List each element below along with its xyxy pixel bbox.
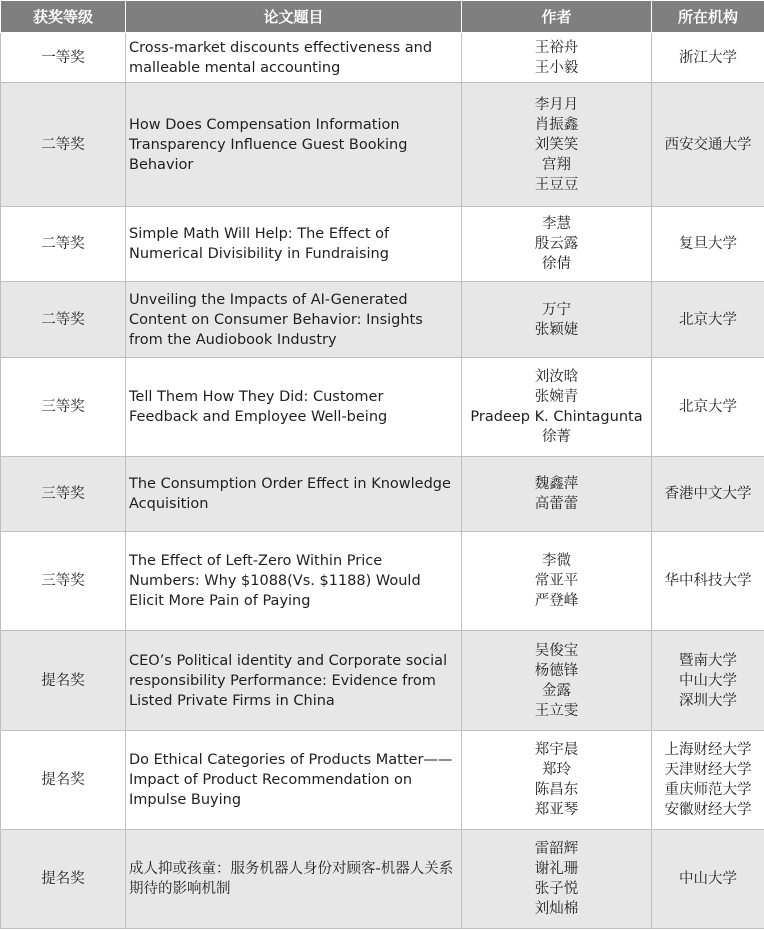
author-name: 刘灿棉 — [534, 901, 579, 917]
author-name: 刘汝晗 — [534, 369, 579, 385]
paper-title-cell: Cross-market discounts effectiveness and malleable mental accounting — [126, 33, 462, 83]
author-name: 杨德锋 — [534, 662, 579, 679]
institution-name: 中山大学 — [679, 672, 737, 689]
table-row — [1, 358, 764, 457]
author-name: 张颖婕 — [534, 321, 579, 338]
author-name: 徐倩 — [542, 256, 571, 272]
authors-cell — [462, 358, 652, 457]
institution-cell — [652, 83, 764, 207]
author-name: 谢礼珊 — [534, 861, 579, 877]
header-row — [1, 1, 764, 33]
author-name: 吴俊宝 — [534, 642, 579, 659]
table-row — [1, 207, 764, 282]
institution-name: 华中科技大学 — [664, 573, 752, 589]
author-name: 肖振鑫 — [534, 116, 579, 133]
author-name: 殷云露 — [534, 236, 579, 252]
institution-name: 北京大学 — [679, 399, 737, 415]
paper-title-cell: 成人抑或孩童：服务机器人身份对顾客-机器人关系期待的影响机制 — [126, 830, 462, 929]
table-row — [1, 532, 764, 631]
table-row — [1, 731, 764, 830]
institution-cell — [652, 731, 764, 830]
table-row — [1, 83, 764, 207]
author-name: 金露 — [542, 682, 571, 699]
author-name: 郑宇晨 — [534, 742, 579, 758]
institution-cell — [652, 457, 764, 532]
award-level-cell: 二等奖 — [1, 207, 126, 282]
authors-cell — [462, 631, 652, 731]
author-name: 高蕾蕾 — [534, 496, 579, 512]
award-level-cell: 三等奖 — [1, 532, 126, 631]
author-name: 严登峰 — [534, 593, 579, 609]
table-row — [1, 830, 764, 929]
institution-name: 香港中文大学 — [664, 486, 752, 502]
institution-name: 重庆师范大学 — [664, 782, 752, 798]
institution-name: 西安交通大学 — [664, 136, 752, 153]
author-name: 万宁 — [542, 301, 571, 318]
institution-name: 上海财经大学 — [664, 742, 752, 758]
institution-cell — [652, 532, 764, 631]
institution-name: 中山大学 — [679, 871, 737, 887]
authors-cell — [462, 457, 652, 532]
institution-name: 北京大学 — [679, 311, 737, 328]
author-name: 徐菁 — [542, 429, 571, 445]
paper-title-cell: Unveiling the Impacts of AI-Generated Content on Consumer Behavior: Insights from the Audiobook Industry — [126, 282, 462, 358]
institution-name: 天津财经大学 — [664, 762, 752, 778]
author-name: 郑亚琴 — [534, 802, 579, 818]
authors-cell — [462, 731, 652, 830]
author-name: 张婉青 — [534, 389, 579, 405]
author-name: 李微 — [542, 553, 571, 569]
author-name: 王立雯 — [534, 702, 579, 719]
institution-cell — [652, 358, 764, 457]
author-name: 雷韶辉 — [534, 841, 579, 857]
author-name: 张子悦 — [534, 881, 579, 897]
institution-cell — [652, 207, 764, 282]
authors-cell — [462, 33, 652, 83]
award-level-cell: 三等奖 — [1, 457, 126, 532]
author-name: 王豆豆 — [534, 176, 579, 193]
author-name: 陈昌东 — [534, 782, 579, 798]
paper-title-cell: The Consumption Order Effect in Knowledge Acquisition — [126, 457, 462, 532]
paper-title-cell: Tell Them How They Did: Customer Feedback and Employee Well-being — [126, 358, 462, 457]
header-authors: 作者 — [462, 1, 652, 33]
authors-cell — [462, 83, 652, 207]
author-name: 魏鑫萍 — [534, 476, 579, 492]
institution-name: 复旦大学 — [679, 236, 737, 252]
authors-cell — [462, 532, 652, 631]
award-level-cell: 提名奖 — [1, 631, 126, 731]
institution-name: 浙江大学 — [679, 49, 737, 66]
award-level-cell: 三等奖 — [1, 358, 126, 457]
author-name: 李慧 — [542, 216, 571, 232]
author-name: Pradeep K. Chintagunta — [470, 409, 643, 425]
award-level-cell: 二等奖 — [1, 83, 126, 207]
authors-cell — [462, 207, 652, 282]
author-name: 宫翔 — [542, 156, 571, 173]
header-institution: 所在机构 — [652, 1, 764, 33]
paper-title-cell: Do Ethical Categories of Products Matter——Impact of Product Recommendation on Impulse Buying — [126, 731, 462, 830]
authors-cell — [462, 282, 652, 358]
paper-title-cell: How Does Compensation Information Transparency Influence Guest Booking Behavior — [126, 83, 462, 207]
institution-cell — [652, 631, 764, 731]
author-name: 常亚平 — [534, 573, 579, 589]
table-row — [1, 282, 764, 358]
author-name: 王裕舟 — [534, 39, 579, 56]
institution-name: 暨南大学 — [679, 652, 737, 669]
award-level-cell: 提名奖 — [1, 731, 126, 830]
paper-title-cell: The Effect of Left-Zero Within Price Numbers: Why $1088(Vs. $1188) Would Elicit More Pain of Paying — [126, 532, 462, 631]
table-row — [1, 457, 764, 532]
institution-name: 安徽财经大学 — [664, 802, 752, 818]
table-row — [1, 33, 764, 83]
authors-cell — [462, 830, 652, 929]
paper-title-cell: CEO’s Political identity and Corporate social responsibility Performance: Evidence from Listed Private Firms in China — [126, 631, 462, 731]
award-level-cell: 提名奖 — [1, 830, 126, 929]
author-name: 李月月 — [534, 96, 579, 113]
paper-title-cell: Simple Math Will Help: The Effect of Numerical Divisibility in Fundraising — [126, 207, 462, 282]
table-row — [1, 631, 764, 731]
award-level-cell: 一等奖 — [1, 33, 126, 83]
award-level-cell: 二等奖 — [1, 282, 126, 358]
institution-cell — [652, 33, 764, 83]
institution-name: 深圳大学 — [679, 692, 737, 709]
header-title: 论文题目 — [126, 1, 462, 33]
institution-cell — [652, 282, 764, 358]
header-award: 获奖等级 — [1, 1, 126, 33]
institution-cell — [652, 830, 764, 929]
author-name: 郑玲 — [542, 762, 571, 778]
author-name: 刘笑笑 — [534, 136, 579, 153]
author-name: 王小毅 — [534, 59, 579, 76]
